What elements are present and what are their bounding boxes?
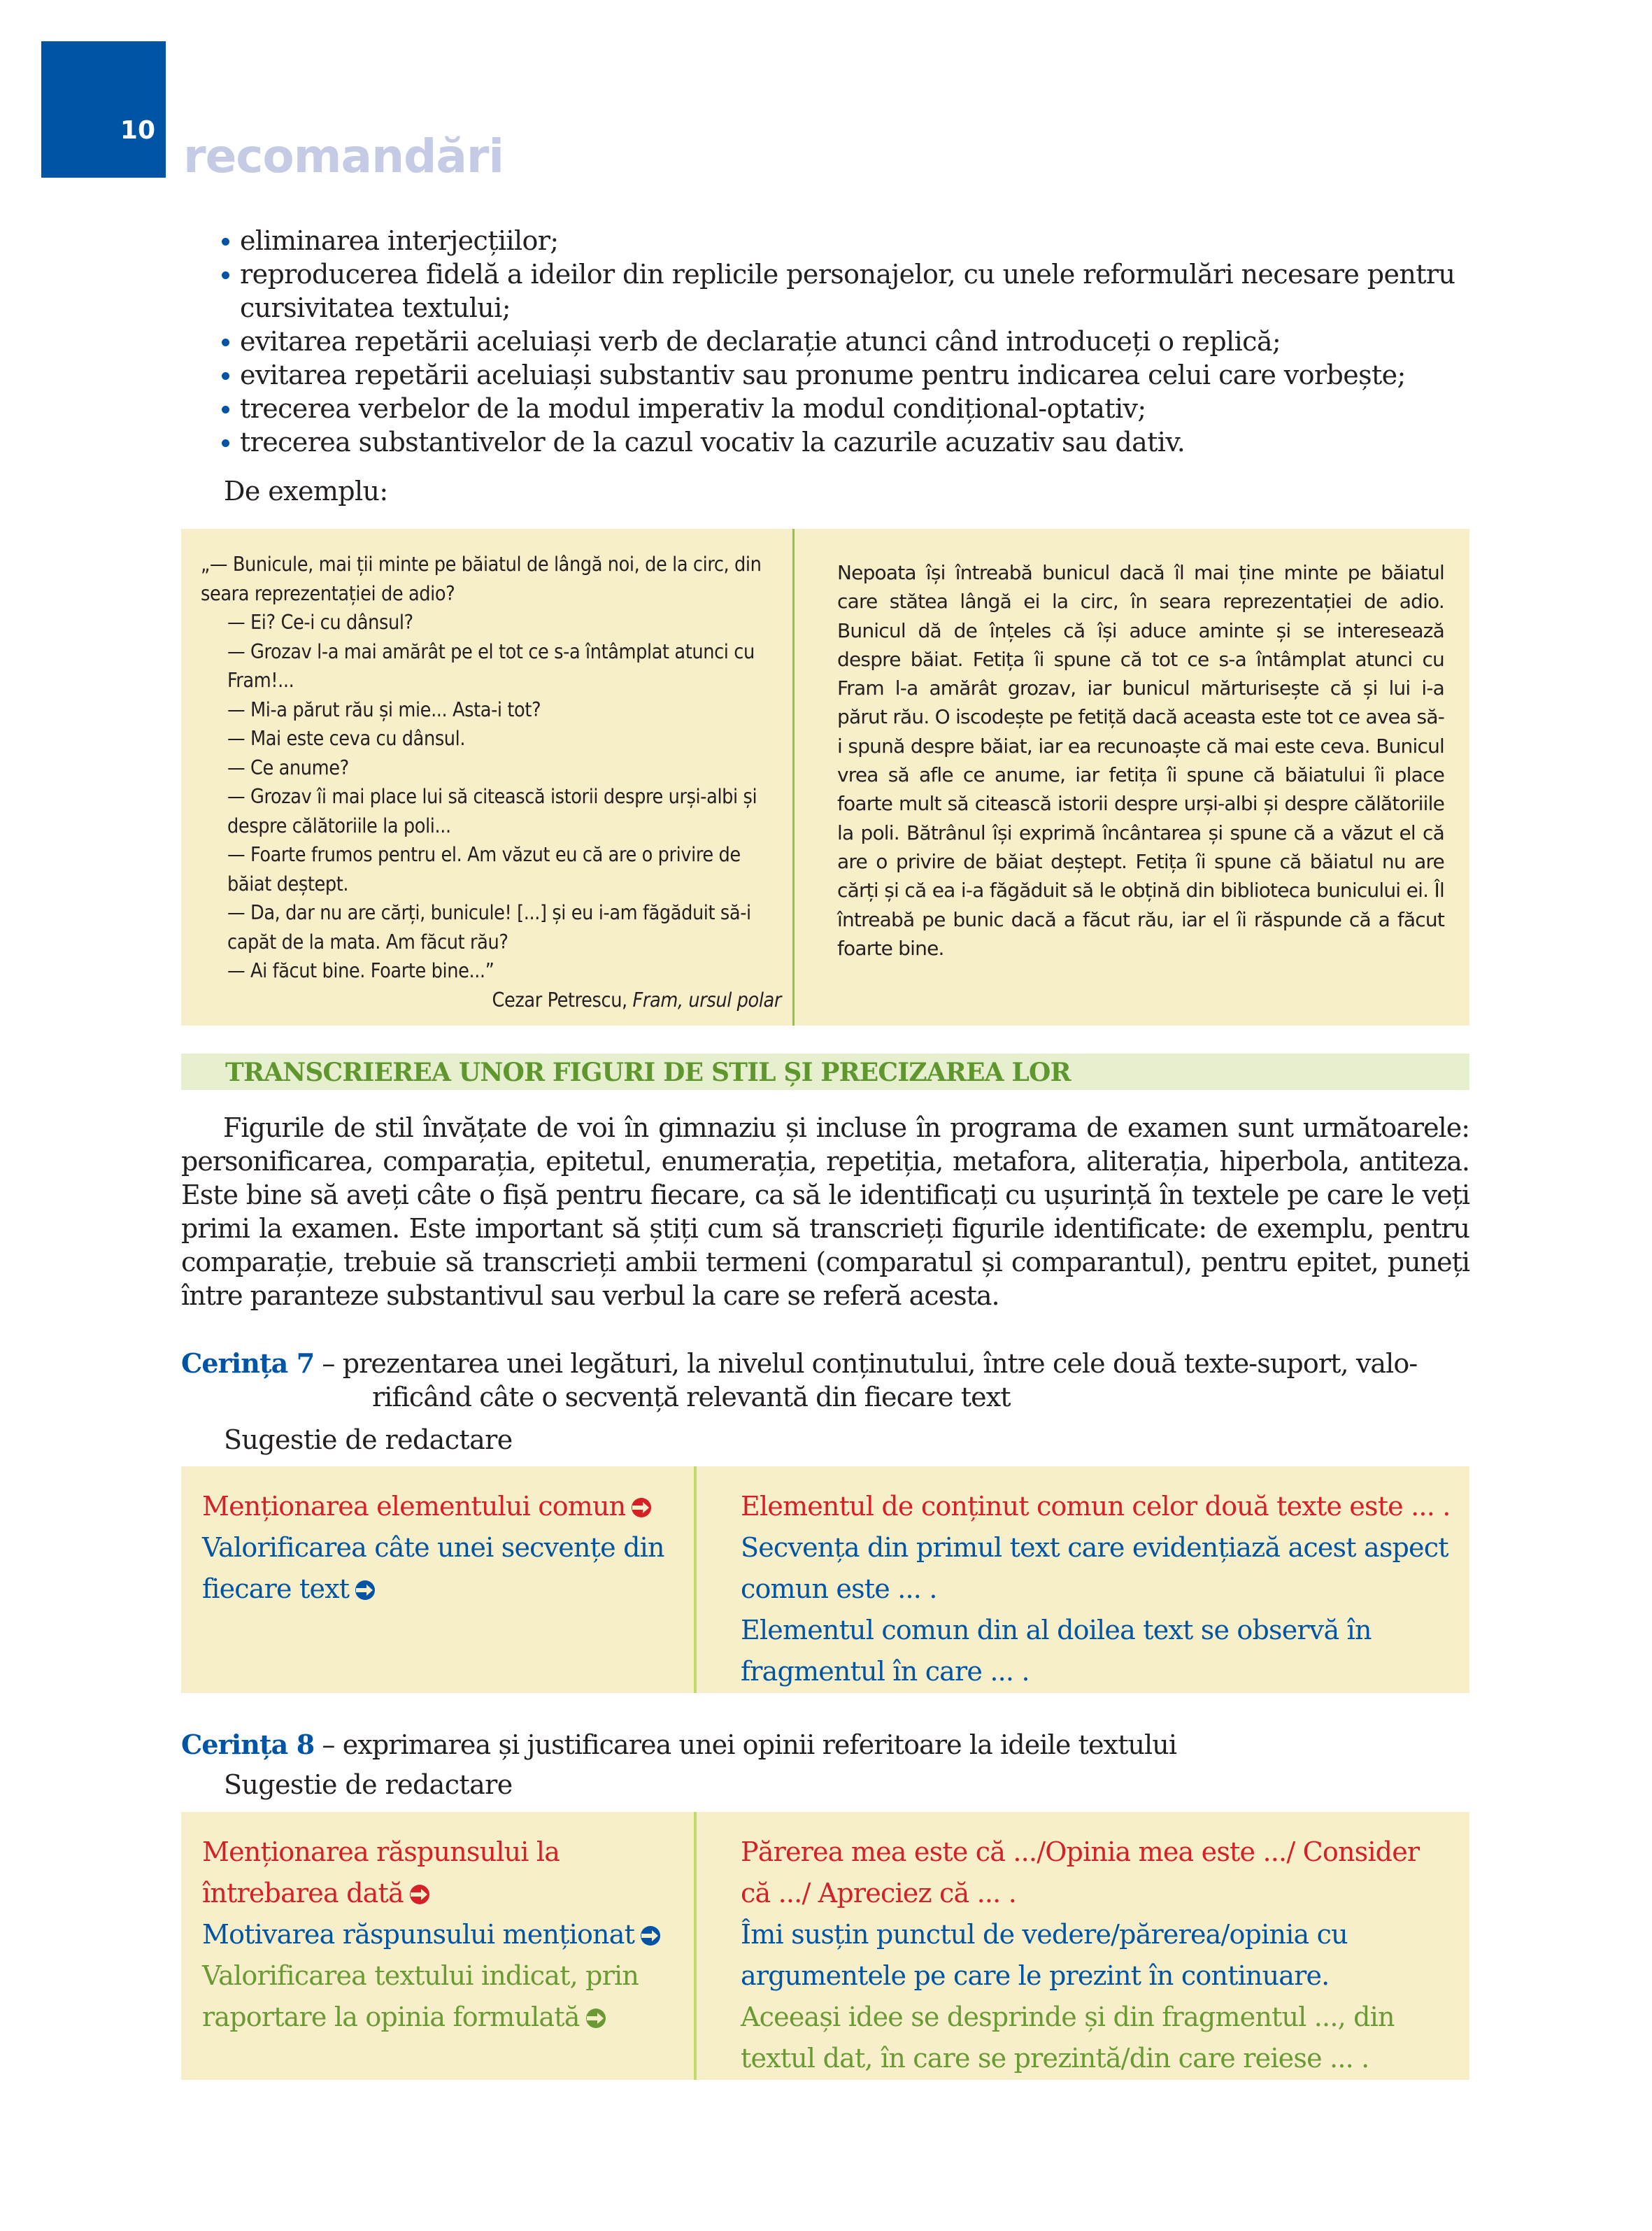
steps-column	[202, 1486, 685, 1610]
phrases-column	[741, 1832, 1454, 2079]
section-header-band	[181, 1054, 1469, 1090]
list-item: evitarea repetării aceluiași verb de declarație atunci când introduceți o replică;	[222, 325, 1481, 358]
circled-right-arrow-icon	[585, 2008, 606, 2029]
circled-right-arrow-icon	[631, 1497, 652, 1518]
bullet-icon	[222, 439, 229, 447]
dialogue-excerpt	[201, 550, 781, 1014]
list-item: trecerea substantivelor de la cazul vocativ la cazurile acuzativ sau dativ.	[222, 425, 1481, 459]
circled-right-arrow-icon	[409, 1884, 430, 1905]
step-item: Motivarea răspunsului menționat	[202, 1914, 685, 1955]
phrase-item: Aceeași idee se desprinde și din fragmentul ..., din textul dat, în care se prezintă/din care reiese ... .	[741, 2002, 1395, 2074]
bullet-icon	[222, 238, 229, 246]
page-number-block	[41, 41, 166, 178]
quote-source	[201, 986, 781, 1015]
requirement-7: Cerința 7 – prezentarea unei legături, la nivelul conținutului, între cele două texte-suport, valo- rificând câte o secvență relevantă din fiecare text	[181, 1347, 1469, 1414]
section-title: recomandări	[183, 129, 504, 183]
dialogue-line: „— Bunicule, mai ții minte pe băiatul de lângă noi, de la circ, din seara reprezentației de adio?	[201, 553, 762, 605]
list-item: reproducerea fidelă a ideilor din replicile personajelor, cu unele reformulări necesare pentru cursivitatea textului;	[222, 257, 1481, 325]
list-item: trecerea verbelor de la modul imperativ la modul condițional-optativ;	[222, 392, 1481, 425]
list-item: evitarea repetării aceluiași substantiv sau pronume pentru indicarea celui care vorbește;	[222, 358, 1481, 392]
dialogue-line: — Da, dar nu are cărți, bunicule! [...] și eu i-am făgăduit să-i capăt de la mata. Am făcut rău?	[227, 901, 751, 954]
dialogue-line: — Foarte frumos pentru el. Am văzut eu că are o privire de băiat deștept.	[227, 843, 741, 895]
dialogue-line: — Mai este ceva cu dânsul.	[227, 727, 466, 750]
indirect-speech-text: Nepoata își întreabă bunicul dacă îl mai ține minte pe băiatul care stătea lângă ei la circ, în seara reprezentației de adio. Bunicul dă de înțeles că își aduce aminte și se interesează despre băiat. Fetița îi spune că tot ce s-a întâmplat atunci cu Fram l-a amărât grozav, iar bunicul mărturisește că și lui i-a părut rău. O iscodește pe fetiță dacă aceasta este tot ce avea să-i spună despre băiat, iar ea recunoaște că mai este ceva. Bunicul vrea să afle ce anume, iar fetița îi spune că băiatului îi place foarte mult să citească istorii despre urși-albi și despre călătoriile la poli. Bătrânul își exprimă încântarea și spune că a văzut el că are o privire de băiat deștept. Fetița îi spune că băiatul nu are cărți și că ea i-a făgăduit să le obțină din biblioteca bunicului ei. Îl întreabă pe bunic dacă a făcut rău, iar el îi răspunde că a făcut foarte bine.	[837, 561, 1444, 960]
requirement-label: Cerința 8	[181, 1729, 315, 1760]
section-heading: TRANSCRIEREA UNOR FIGURI DE STIL ȘI PRECIZAREA LOR	[225, 1058, 1071, 1087]
source-author: Cezar Petrescu,	[492, 988, 633, 1012]
step-item: Menționarea răspunsului la întrebarea dată	[202, 1836, 560, 1908]
page-number: 10	[120, 116, 155, 145]
suggestion-box-7	[181, 1466, 1469, 1693]
phrases-column	[741, 1486, 1454, 1692]
example-box	[181, 529, 1469, 1026]
bullet-icon	[222, 406, 229, 413]
recommendations-list	[222, 224, 1481, 459]
bullet-icon	[222, 339, 229, 346]
phrase-item: Elementul de conținut comun celor două texte este ... .	[741, 1491, 1451, 1522]
example-label: De exemplu:	[224, 476, 388, 507]
dialogue-line: — Ei? Ce-i cu dânsul?	[227, 611, 413, 634]
phrase-item: Părerea mea este că .../Opinia mea este .../ Consider că .../ Apreciez că ... .	[741, 1836, 1420, 1908]
dialogue-line: — Ai făcut bine. Foarte bine...”	[227, 959, 494, 982]
column-divider	[792, 529, 795, 1026]
dialogue-line: — Grozav l-a mai amărât pe el tot ce s-a întâmplat atunci cu Fram!...	[227, 639, 755, 692]
step-item: Valorificarea textului indicat, prin raportare la opinia formulată	[202, 1960, 639, 2032]
suggestion-label: Sugestie de redactare	[224, 1424, 513, 1455]
requirement-description: exprimarea și justificarea unei opinii referitoare la ideile textului	[342, 1729, 1177, 1760]
phrase-item: Secvența din primul text care evidențiază acest aspect comun este ... .	[741, 1532, 1448, 1604]
column-divider	[694, 1466, 697, 1693]
circled-right-arrow-icon	[355, 1580, 376, 1601]
dialogue-line: — Mi-a părut rău și mie... Asta-i tot?	[227, 697, 541, 721]
step-item: Valorificarea câte unei secvențe din fiecare text	[202, 1532, 664, 1604]
requirement-description-cont: rificând câte o secvență relevantă din fiecare text	[372, 1382, 1011, 1412]
requirement-label: Cerința 7	[181, 1347, 315, 1379]
step-item: Menționarea elementului comun	[202, 1486, 685, 1527]
requirement-description: prezentarea unei legături, la nivelul conținutului, între cele două texte-suport, valo-	[342, 1348, 1418, 1379]
bullet-icon	[222, 372, 229, 380]
dialogue-line: — Grozav îi mai place lui să citească istorii despre urși-albi și despre călătoriile la poli...	[227, 785, 757, 837]
suggestion-box-8	[181, 1812, 1469, 2080]
list-item: eliminarea interjecțiilor;	[222, 224, 1481, 257]
phrase-item: Îmi susțin punctul de vedere/părerea/opinia cu argumentele pe care le prezint în continuare.	[741, 1919, 1348, 1991]
steps-column	[202, 1832, 685, 2038]
figures-paragraph: Figurile de stil învățate de voi în gimnaziu și incluse în programa de examen sunt următoarele: personificarea, comparația, epitetul, enumerația, repetiția, metafora, aliterația, hiperbola, antiteza. Este bine să aveți câte o fișă pentru fiecare, ca să le identificați cu ușurință în textele pe care le veți primi la examen. Este important să știți cum să transcrieți figurile identificate: de exemplu, pentru comparație, trebuie să transcrieți ambii termeni (comparatul și comparantul), pentru epitet, puneți între paranteze substantivul sau verbul la care se referă acesta.	[181, 1112, 1469, 1311]
requirement-8: Cerința 8 – exprimarea și justificarea unei opinii referitoare la ideile textului	[181, 1729, 1177, 1760]
circled-right-arrow-icon	[640, 1925, 661, 1946]
phrase-item: Elementul comun din al doilea text se observă în fragmentul în care ... .	[741, 1615, 1372, 1687]
bullet-icon	[222, 271, 229, 279]
dialogue-line: — Ce anume?	[227, 756, 349, 779]
source-title: Fram, ursul polar	[632, 988, 781, 1012]
column-divider	[694, 1812, 697, 2080]
suggestion-label: Sugestie de redactare	[224, 1769, 513, 1800]
